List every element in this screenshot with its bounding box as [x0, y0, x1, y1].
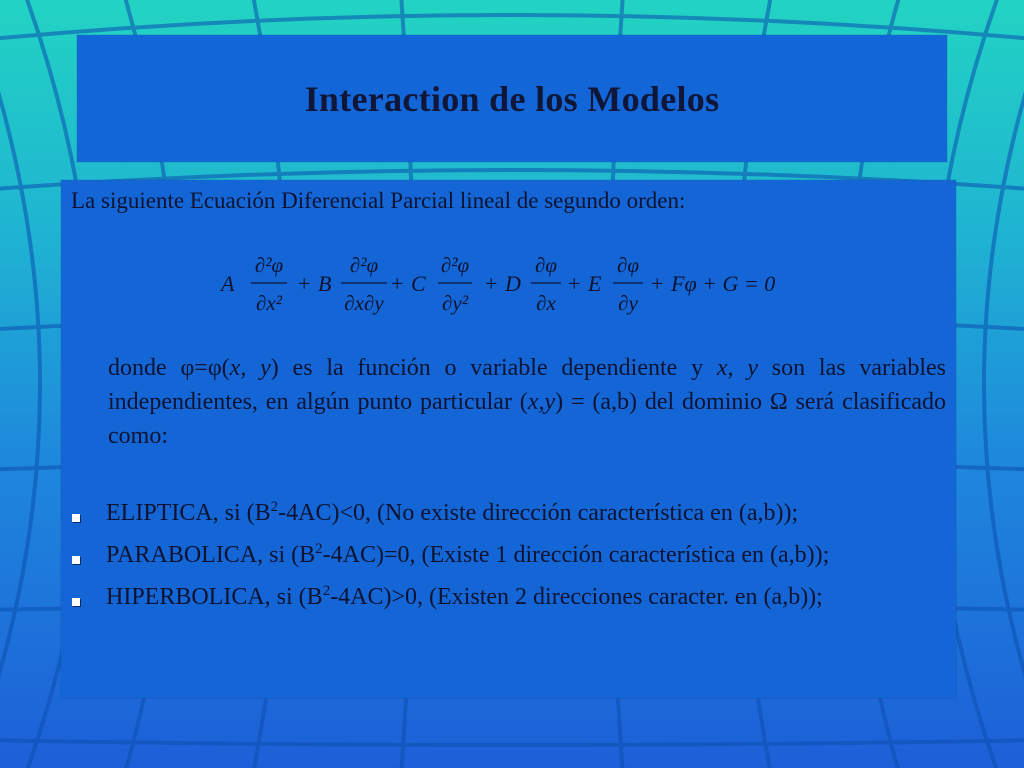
eq-tail: Fφ + G = 0 — [671, 271, 776, 296]
bullet-square-icon — [72, 556, 80, 564]
para-part-2: ) es la función o variable dependiente y — [270, 355, 717, 381]
eq-coef-C: C — [411, 271, 426, 296]
pde-equation — [213, 246, 803, 321]
bullet-square-icon — [72, 598, 80, 606]
list-item-eliptica — [72, 500, 952, 542]
bullet-text: PARABOLICA, si $(B^2-4AC)=0$, (Existe 1 dirección característica en (a,b)); — [106, 541, 830, 568]
eq-denominator: ∂x∂y — [344, 291, 384, 315]
eq-denominator: ∂y² — [442, 291, 468, 315]
eq-numerator: ∂²φ — [349, 253, 379, 277]
list-item-hiperbolica — [72, 584, 952, 626]
classification-list — [72, 500, 952, 626]
eq-coef-B: B — [318, 271, 332, 296]
bullet-square-icon — [72, 514, 80, 522]
eq-plus: + — [298, 271, 311, 296]
eq-plus: + — [485, 271, 498, 296]
eq-coef-E: E — [588, 271, 602, 296]
slide-title: Interaction de los Modelos — [304, 78, 720, 119]
para-xy-3: x,y — [527, 389, 556, 415]
para-part-1: donde φ=φ( — [108, 355, 230, 381]
description-paragraph — [108, 351, 946, 453]
para-part-3: son las variables independientes, en algún punto particular ( — [108, 355, 946, 415]
eq-numerator: ∂²φ — [440, 253, 470, 277]
eq-denominator: ∂x² — [256, 291, 282, 315]
para-xy-2: x, y — [716, 355, 758, 381]
list-item-parabolica — [72, 542, 952, 584]
eq-plus: + — [568, 271, 581, 296]
eq-denominator: ∂x — [536, 291, 556, 315]
eq-coef-A: A — [221, 271, 235, 296]
para-xy-1: x, y — [229, 355, 271, 381]
eq-numerator: ∂φ — [617, 253, 639, 277]
eq-denominator: ∂y — [618, 291, 638, 315]
eq-coef-D: D — [505, 271, 521, 296]
eq-plus: + — [651, 271, 664, 296]
eq-plus: + — [391, 271, 404, 296]
intro-text: La siguiente Ecuación Diferencial Parcial lineal de segundo orden: — [71, 188, 686, 213]
eq-numerator: ∂²φ — [254, 253, 284, 277]
title-panel — [77, 35, 947, 162]
bullet-text: ELIPTICA, si $(B^2-4AC)<0$, (No existe dirección característica en (a,b)); — [106, 499, 799, 526]
bullet-text: HIPERBOLICA, si $(B^2-4AC)>0$, (Existen 2 direcciones caracter. en (a,b)); — [106, 583, 823, 610]
para-part-4: ) = (a,b) del dominio Ω será clasificado como: — [108, 389, 947, 449]
eq-numerator: ∂φ — [535, 253, 557, 277]
